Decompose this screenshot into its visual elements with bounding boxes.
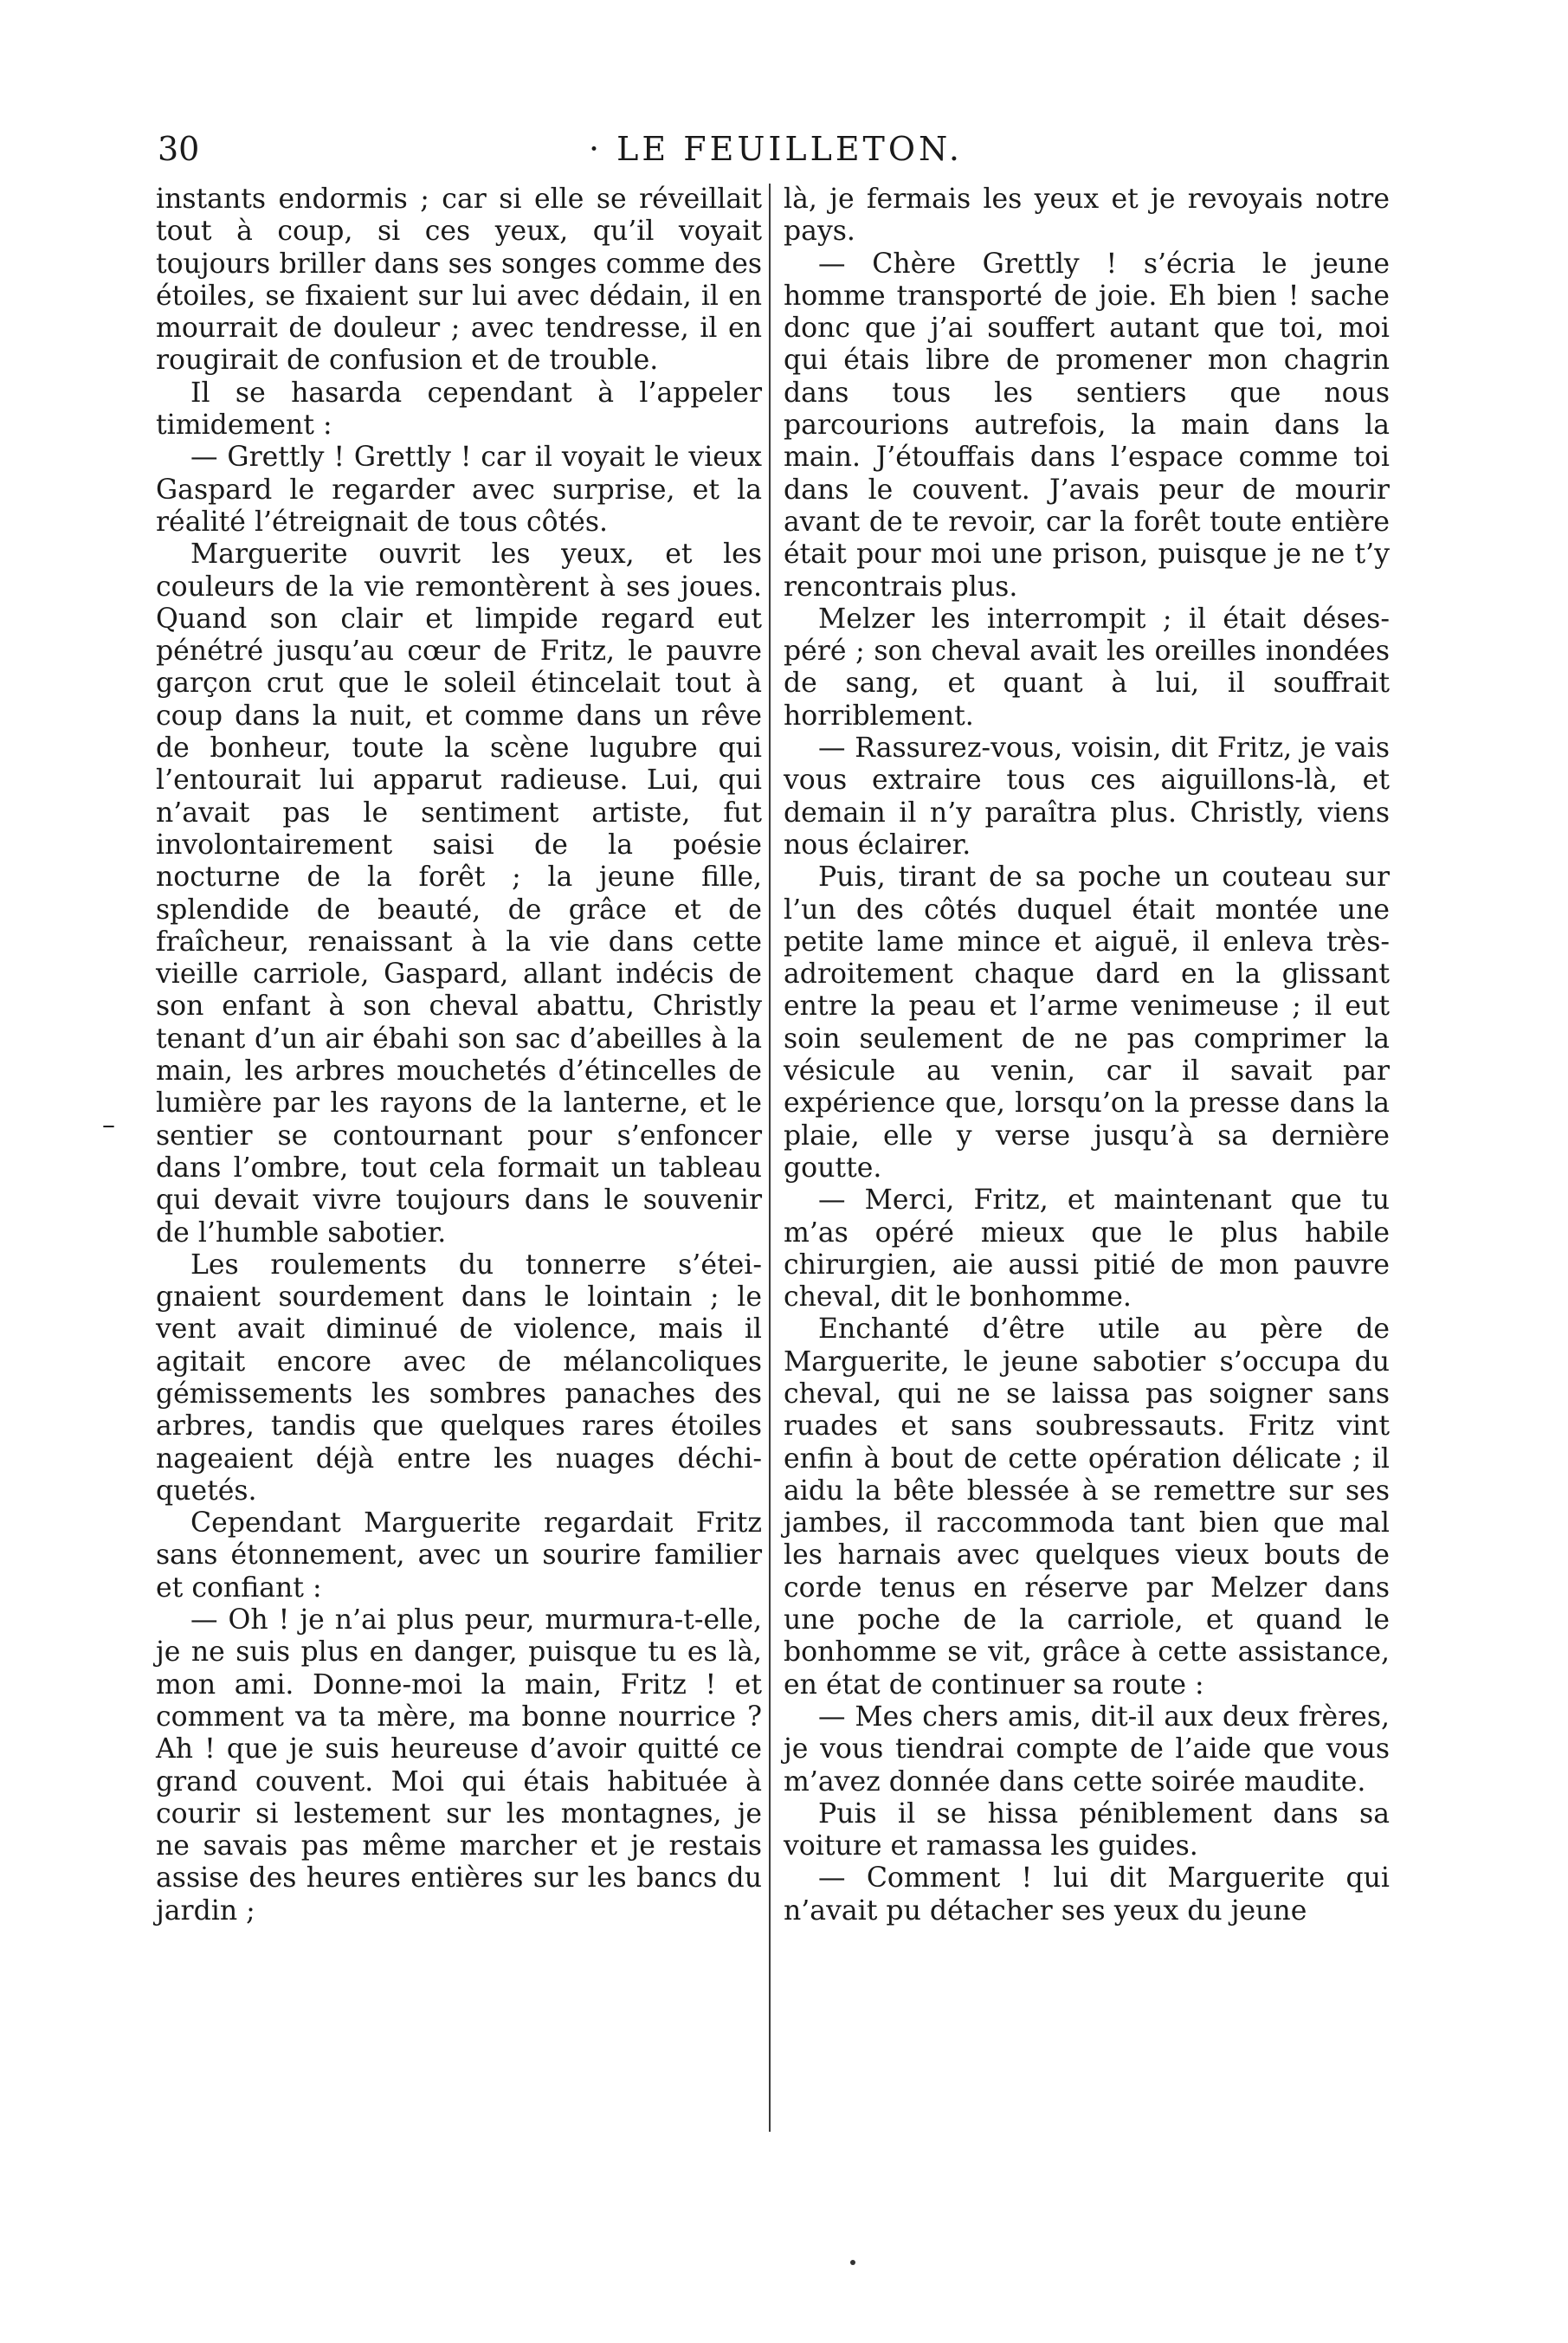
running-title: · LE FEUILLETON. <box>589 130 963 168</box>
paragraph: Puis, tirant de sa poche un couteau sur l’un des côtés duquel était montée une petite lame mince et aiguë, il enleva très-adroitement chaque dard en la glissant entre la peau et l’arme venimeuse ; il eut soin seulement de ne pas comprimer la vésicule au venin, car il savait par expérience que, lorsqu’on la presse dans la plaie, elle y verse jusqu’à sa dernière goutte. <box>784 862 1390 1184</box>
paragraph: Marguerite ouvrit les yeux, et les couleurs de la vie remontèrent à ses joues. Quand son clair et limpide regard eut pénétré jusqu’au cœur de Fritz, le pauvre garçon crut que le soleil étincelait tout à coup dans la nuit, et comme dans un rêve de bonheur, toute la scène lugubre qui l’entourait lui apparut radieuse. Lui, qui n’avait pas le sentiment artiste, fut involontairement saisi de la poésie nocturne de la forêt ; la jeune fille, splendide de beauté, de grâce et de fraîcheur, renaissant à la vie dans cette vieille carriole, Gaspard, allant indécis de son enfant à son cheval abattu, Christly tenant d’un air ébahi son sac d’abeilles à la main, les arbres mouchetés d’étincelles de lumière par les rayons de la lanterne, et le sentier se contournant pour s’enfoncer dans l’ombre, tout cela formait un tableau qui devait vivre toujours dans le souvenir de l’humble sabotier. <box>156 539 762 1249</box>
paragraph: Cependant Marguerite regardait Fritz sans étonnement, avec un sourire familier et confiant : <box>156 1507 762 1604</box>
paragraph: — Rassurez-vous, voisin, dit Fritz, je vais vous extraire tous ces aiguillons-là, et demain il n’y paraîtra plus. Christly, viens nous éclairer. <box>784 733 1390 861</box>
paragraph: Puis il se hissa péniblement dans sa voiture et ramassa les guides. <box>784 1798 1390 1862</box>
paragraph: Il se hasarda cependant à l’appeler timidement : <box>156 377 762 442</box>
paragraph: — Chère Grettly ! s’écria le jeune homme transporté de joie. Eh bien ! sache donc que j’ai souffert autant que toi, moi qui étais libre de promener mon chagrin dans tous les sentiers que nous parcourions autrefois, la main dans la main. J’étouffais dans l’espace comme toi dans le couvent. J’avais peur de mourir avant de te revoir, car la forêt toute entière était pour moi une prison, puisque je ne t’y rencontrais plus. <box>784 248 1390 603</box>
paragraph: — Oh ! je n’ai plus peur, murmura-t-elle, je ne suis plus en danger, puisque tu es là, mon ami. Donne-moi la main, Fritz ! et comment va ta mère, ma bonne nourrice ? Ah ! que je suis heureuse d’avoir quitté ce grand couvent. Moi qui étais habituée à courir si lestement sur les montagnes, je ne savais pas même marcher et je restais assise des heures entières sur les bancs du jardin ; <box>156 1604 762 1927</box>
right-column <box>784 184 1390 1927</box>
margin-mark: – <box>102 1110 115 1140</box>
column-divider <box>769 184 771 2132</box>
paragraph: — Comment ! lui dit Marguerite qui n’avait pu détacher ses yeux du jeune <box>784 1862 1390 1927</box>
paragraph: Les roulements du tonnerre s’éteignaient sourdement dans le lointain ; le vent avait diminué de violence, mais il agitait encore avec de mélancoliques gémissements les sombres panaches des arbres, tandis que quelques rares étoiles nageaient déjà entre les nuages déchiquetés. <box>156 1249 762 1507</box>
paragraph: Enchanté d’être utile au père de Marguerite, le jeune sabotier s’occupa du cheval, qui ne se laissa pas soigner sans ruades et sans soubressauts. Fritz vint enfin à bout de cette opération délicate ; il aidu la bête blessée à se remettre sur ses jambes, il raccommoda tant bien que mal les harnais avec quelques vieux bouts de corde tenus en réserve par Melzer dans une poche de la carriole, et quand le bonhomme se vit, grâce à cette assistance, en état de continuer sa route : <box>784 1314 1390 1701</box>
paragraph: Melzer les interrompit ; il était désespéré ; son cheval avait les oreilles inondées de sang, et quant à lui, il souffrait horriblement. <box>784 603 1390 732</box>
paragraph: instants endormis ; car si elle se réveillait tout à coup, si ces yeux, qu’il voyait toujours briller dans ses songes comme des étoiles, se fixaient sur lui avec dédain, il en mourrait de douleur ; avec tendresse, il en rougirait de confusion et de trouble. <box>156 184 762 377</box>
paragraph: — Grettly ! Grettly ! car il voyait le vieux Gaspard le regarder avec surprise, et la réalité l’étreignait de tous côtés. <box>156 442 762 538</box>
paragraph: — Merci, Fritz, et maintenant que tu m’as opéré mieux que le plus habile chirurgien, aie aussi pitié de mon pauvre cheval, dit le bonhomme. <box>784 1184 1390 1314</box>
page-header <box>0 128 1568 180</box>
page-number: 30 <box>158 130 200 168</box>
paragraph: là, je fermais les yeux et je revoyais notre pays. <box>784 184 1390 248</box>
page-dot <box>850 2260 855 2265</box>
paragraph: — Mes chers amis, dit-il aux deux frères, je vous tiendrai compte de l’aide que vous m’avez donnée dans cette soirée maudite. <box>784 1701 1390 1798</box>
left-column <box>156 184 762 1927</box>
